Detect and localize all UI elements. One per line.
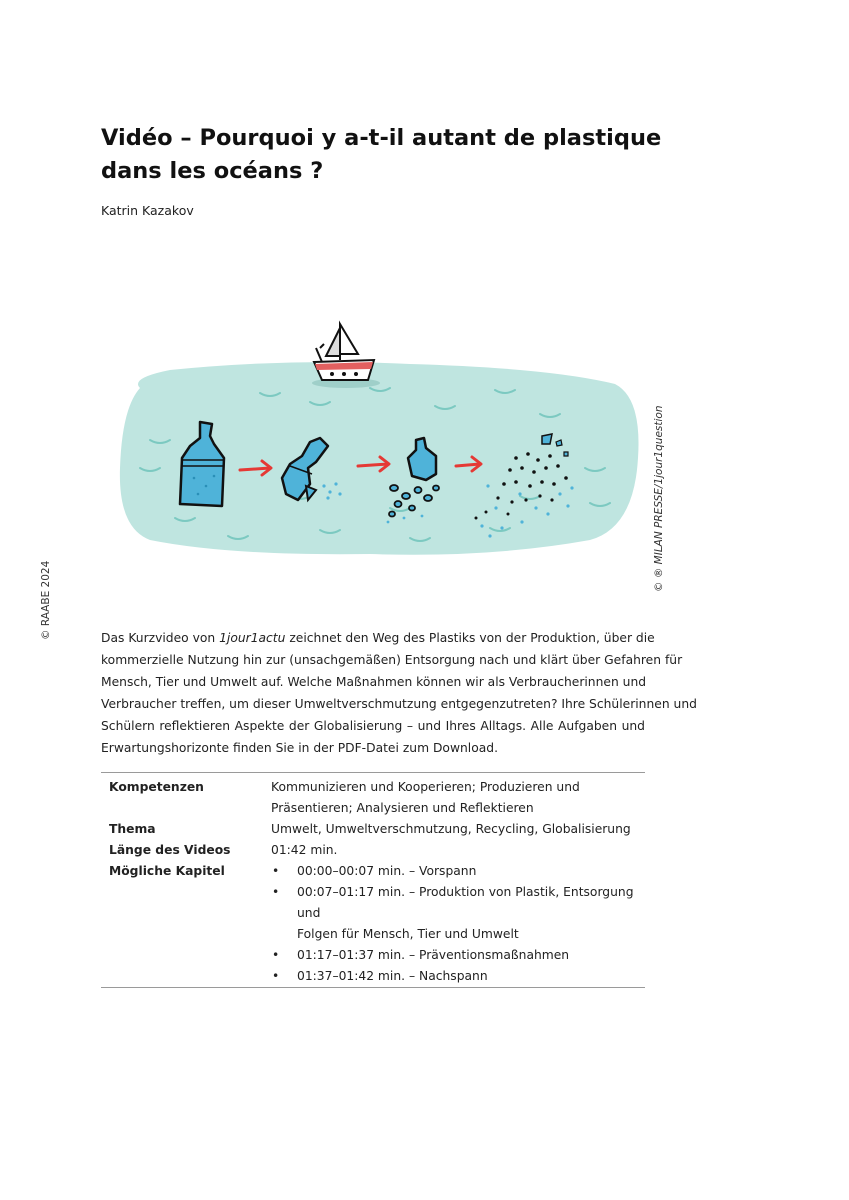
- value-kompetenzen: Kommunizieren und Kooperieren; Produzieren und Präsentieren; Analysieren und Reflektieren: [271, 780, 580, 815]
- intro-line: Das Kurzvideo von 1jour1actu zeichnet den Weg des Plastiks von der Produktion, über die: [101, 631, 655, 645]
- label-thema: Thema: [109, 822, 156, 836]
- intro-line: Erwartungshorizonte finden Sie in der PDF-Datei zum Download.: [101, 741, 498, 755]
- value-kapitel: [263, 861, 645, 987]
- chapter-item: • 00:07–01:17 min. – Produktion von Plastik, Entsorgung und Folgen für Mensch, Tier und Umwelt: [271, 882, 645, 945]
- author-name: Katrin Kazakov: [101, 203, 194, 218]
- value-laenge: 01:42 min.: [271, 843, 338, 857]
- chapter-item: • 01:37–01:42 min. – Nachspann: [271, 966, 645, 987]
- label-kompetenzen: Kompetenzen: [109, 780, 204, 794]
- chapter-list: [271, 861, 645, 987]
- row-thema: [101, 819, 645, 840]
- title-line-1: Vidéo – Pourquoi y a-t-il autant de plastique: [101, 125, 662, 151]
- label-laenge: Länge des Videos: [109, 843, 231, 857]
- image-credit: © ® MILAN PRESSE/1jour1question: [653, 405, 665, 592]
- intro-line: Mensch, Tier und Umwelt auf. Welche Maßnahmen können wir als Verbraucherinnen und: [101, 675, 647, 689]
- intro-line: kommerzielle Nutzung hin zur (unsachgemäßen) Entsorgung nach und klärt über Gefahren für: [101, 653, 683, 667]
- page-title: [101, 122, 701, 188]
- title-line-2: dans les océans ?: [101, 158, 324, 184]
- label-kapitel: Mögliche Kapitel: [109, 864, 225, 878]
- intro-line: Verbraucher treffen, um dieser Umweltverschmutzung entgegenzutreten? Ihre Schülerinnen und: [101, 697, 697, 711]
- row-laenge: [101, 840, 645, 861]
- row-kompetenzen: [101, 777, 645, 819]
- intro-line: Schülern reflektieren Aspekte der Globalisierung – und Ihres Alltags. Alle Aufgaben und: [101, 719, 645, 733]
- value-thema: Umwelt, Umweltverschmutzung, Recycling, Globalisierung: [271, 822, 631, 836]
- copyright-raabe: © RAABE 2024: [40, 560, 52, 640]
- video-source-title: 1jour1actu: [219, 631, 286, 645]
- ocean-plastic-illustration: [110, 318, 640, 567]
- row-kapitel: [101, 861, 645, 987]
- info-table: [101, 772, 645, 988]
- intro-paragraph: [101, 627, 697, 759]
- chapter-item: • 01:17–01:37 min. – Präventionsmaßnahmen: [271, 945, 645, 966]
- chapter-item: • 00:00–00:07 min. – Vorspann: [271, 861, 645, 882]
